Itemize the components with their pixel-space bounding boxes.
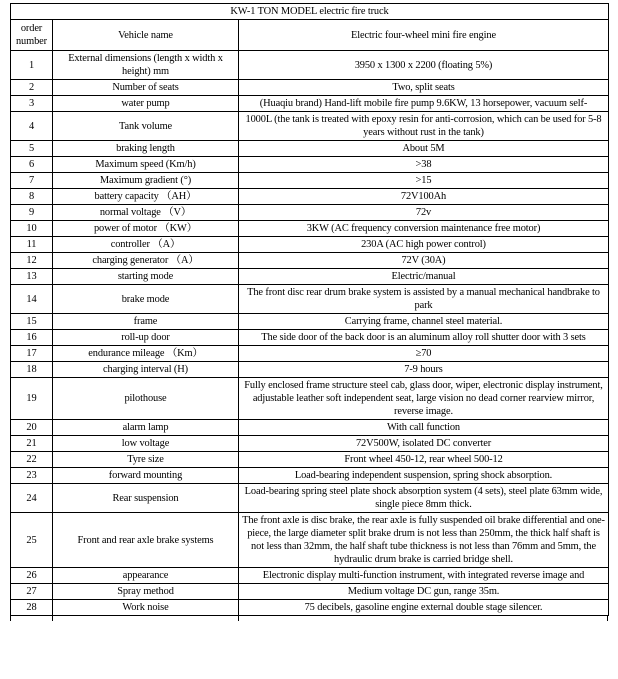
table-row — [11, 420, 609, 436]
order-number-cell: 22 — [11, 452, 53, 468]
table-row — [11, 141, 609, 157]
spec-value-cell: 3KW (AC frequency conversion maintenance free motor) — [239, 221, 609, 237]
table-row — [11, 253, 609, 269]
title-row — [11, 4, 609, 20]
table-row — [11, 346, 609, 362]
vehicle-name-cell: charging generator （A） — [53, 253, 239, 269]
table-row — [11, 468, 609, 484]
vehicle-name-cell: frame — [53, 314, 239, 330]
vehicle-name-cell: roll-up door — [53, 330, 239, 346]
order-number-cell: 4 — [11, 112, 53, 141]
table-row — [11, 314, 609, 330]
spec-value-cell: The front disc rear drum brake system is assisted by a manual mechanical handbrake to park — [239, 285, 609, 314]
table-row — [11, 189, 609, 205]
spec-value-cell: About 5M — [239, 141, 609, 157]
order-number-cell: 9 — [11, 205, 53, 221]
table-row — [11, 96, 609, 112]
spec-value-cell: Electric/manual — [239, 269, 609, 285]
spec-value-cell: (Huaqiu brand) Hand-lift mobile fire pump 9.6KW, 13 horsepower, vacuum self- — [239, 96, 609, 112]
vehicle-name-cell: braking length — [53, 141, 239, 157]
spec-value-cell: The front axle is disc brake, the rear axle is fully suspended oil brake differential and one-piece, the large diameter split brake drum is not less than 250mm, the thick half shaft is not less than 32mm, the half shaft tube thickness is not less than 76mm and 5mm, the hydraulic drum brake is carried bridge shell. — [239, 513, 609, 568]
spec-value-cell: With call function — [239, 420, 609, 436]
table-row — [11, 112, 609, 141]
spec-value-cell: Medium voltage DC gun, range 35m. — [239, 584, 609, 600]
table-row — [11, 285, 609, 314]
spec-table-container — [10, 3, 608, 622]
header-order-number: order number — [11, 20, 53, 51]
spec-value-cell: 72V500W, isolated DC converter — [239, 436, 609, 452]
table-row — [11, 584, 609, 600]
order-number-cell: 12 — [11, 253, 53, 269]
spec-table-body — [11, 51, 609, 616]
order-number-cell: 15 — [11, 314, 53, 330]
table-row — [11, 330, 609, 346]
vehicle-name-cell: starting mode — [53, 269, 239, 285]
vehicle-name-cell: alarm lamp — [53, 420, 239, 436]
table-bottom-stubs — [10, 616, 608, 622]
order-number-cell: 26 — [11, 568, 53, 584]
vehicle-name-cell: power of motor （KW） — [53, 221, 239, 237]
order-number-cell: 16 — [11, 330, 53, 346]
border-stub-right — [607, 616, 608, 621]
spec-value-cell: 72V (30A) — [239, 253, 609, 269]
vehicle-name-cell: Rear suspension — [53, 484, 239, 513]
order-number-cell: 28 — [11, 600, 53, 616]
spec-value-cell: 230A (AC high power control) — [239, 237, 609, 253]
border-stub-col1 — [52, 616, 53, 621]
border-stub-col2 — [238, 616, 239, 621]
spec-value-cell: 72v — [239, 205, 609, 221]
vehicle-name-cell: Tyre size — [53, 452, 239, 468]
vehicle-name-cell: normal voltage （V） — [53, 205, 239, 221]
order-number-cell: 20 — [11, 420, 53, 436]
order-number-cell: 7 — [11, 173, 53, 189]
vehicle-name-cell: Maximum speed (Km/h) — [53, 157, 239, 173]
table-row — [11, 221, 609, 237]
order-number-cell: 3 — [11, 96, 53, 112]
spec-value-cell: The side door of the back door is an aluminum alloy roll shutter door with 3 sets — [239, 330, 609, 346]
order-number-cell: 5 — [11, 141, 53, 157]
table-row — [11, 51, 609, 80]
order-number-cell: 27 — [11, 584, 53, 600]
vehicle-name-cell: Number of seats — [53, 80, 239, 96]
table-title: KW-1 TON MODEL electric fire truck — [11, 4, 609, 20]
table-row — [11, 452, 609, 468]
table-row — [11, 269, 609, 285]
table-row — [11, 80, 609, 96]
spec-value-cell: 3950 x 1300 x 2200 (floating 5%) — [239, 51, 609, 80]
spec-value-cell: 7-9 hours — [239, 362, 609, 378]
vehicle-name-cell: forward mounting — [53, 468, 239, 484]
table-row — [11, 157, 609, 173]
vehicle-name-cell: Tank volume — [53, 112, 239, 141]
order-number-cell: 10 — [11, 221, 53, 237]
spec-value-cell: Carrying frame, channel steel material. — [239, 314, 609, 330]
vehicle-name-cell: charging interval (H) — [53, 362, 239, 378]
order-number-cell: 8 — [11, 189, 53, 205]
vehicle-name-cell: appearance — [53, 568, 239, 584]
table-row — [11, 205, 609, 221]
vehicle-name-cell: External dimensions (length x width x height) mm — [53, 51, 239, 80]
order-number-cell: 21 — [11, 436, 53, 452]
spec-table — [10, 3, 609, 616]
spec-value-cell: >38 — [239, 157, 609, 173]
spec-value-cell: Electronic display multi-function instrument, with integrated reverse image and — [239, 568, 609, 584]
border-stub-left — [10, 616, 11, 621]
order-number-cell: 2 — [11, 80, 53, 96]
spec-value-cell: 72V100Ah — [239, 189, 609, 205]
order-number-cell: 17 — [11, 346, 53, 362]
spec-value-cell: 75 decibels, gasoline engine external double stage silencer. — [239, 600, 609, 616]
spec-value-cell: Fully enclosed frame structure steel cab, glass door, wiper, electronic display instrument, adjustable leather soft independent seat, large vision no dead corner rearview mirror, reverse image. — [239, 378, 609, 420]
table-row — [11, 513, 609, 568]
vehicle-name-cell: Spray method — [53, 584, 239, 600]
order-number-cell: 25 — [11, 513, 53, 568]
vehicle-name-cell: Work noise — [53, 600, 239, 616]
order-number-cell: 14 — [11, 285, 53, 314]
spec-value-cell: Two, split seats — [239, 80, 609, 96]
vehicle-name-cell: endurance mileage （Km） — [53, 346, 239, 362]
vehicle-name-cell: battery capacity （AH） — [53, 189, 239, 205]
header-vehicle-name: Vehicle name — [53, 20, 239, 51]
table-row — [11, 436, 609, 452]
order-number-cell: 24 — [11, 484, 53, 513]
spec-value-cell: 1000L (the tank is treated with epoxy resin for anti-corrosion, which can be used for 5-8 years without rust in the tank) — [239, 112, 609, 141]
table-row — [11, 378, 609, 420]
spec-value-cell: Load-bearing independent suspension, spring shock absorption. — [239, 468, 609, 484]
table-row — [11, 237, 609, 253]
spec-value-cell: Front wheel 450-12, rear wheel 500-12 — [239, 452, 609, 468]
order-number-cell: 11 — [11, 237, 53, 253]
order-number-cell: 1 — [11, 51, 53, 80]
spec-value-cell: ≥70 — [239, 346, 609, 362]
header-engine-type: Electric four-wheel mini fire engine — [239, 20, 609, 51]
order-number-cell: 19 — [11, 378, 53, 420]
vehicle-name-cell: low voltage — [53, 436, 239, 452]
table-row — [11, 568, 609, 584]
spec-value-cell: Load-bearing spring steel plate shock absorption system (4 sets), steel plate 63mm wide, single piece 8mm thick. — [239, 484, 609, 513]
table-row — [11, 600, 609, 616]
order-number-cell: 6 — [11, 157, 53, 173]
order-number-cell: 13 — [11, 269, 53, 285]
table-row — [11, 362, 609, 378]
vehicle-name-cell: pilothouse — [53, 378, 239, 420]
vehicle-name-cell: Maximum gradient (°) — [53, 173, 239, 189]
header-row — [11, 20, 609, 51]
table-row — [11, 484, 609, 513]
order-number-cell: 23 — [11, 468, 53, 484]
vehicle-name-cell: controller （A） — [53, 237, 239, 253]
vehicle-name-cell: water pump — [53, 96, 239, 112]
order-number-cell: 18 — [11, 362, 53, 378]
spec-value-cell: >15 — [239, 173, 609, 189]
table-row — [11, 173, 609, 189]
vehicle-name-cell: brake mode — [53, 285, 239, 314]
vehicle-name-cell: Front and rear axle brake systems — [53, 513, 239, 568]
